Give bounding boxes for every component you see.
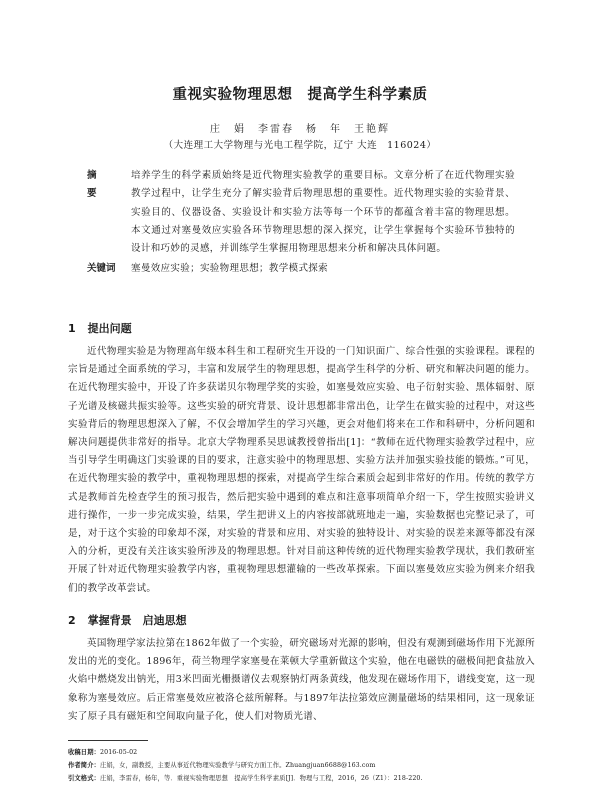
citation-text: 庄娟，李雷春，杨年，等．重视实验物理思想 提高学生科学素质[J]．物理与工程，2016，26（Z1）：218-220. [99,775,423,782]
section-1-body: 近代物理实验是为物理高年级本科生和工程研究生开设的一门知识面广、综合性强的实验课程。课程的宗旨是通过全面系统的学习，丰富和发展学生的物理思想，提高学生科学的分析、研究和解决问题的能力。在近代物理实验中，开设了许多获诺贝尔物理学奖的实验，如塞曼效应实验、电子衍射实验、黑体辐射、原子光谱及核磁共振实验等。这些实验的研究背景、设计思想都非常出色，让学生在做实验的过程中，对这些实验背后的物理思想深入了解，不仅会增加学生的学习兴趣，更会对他们将来在工作和科研中，分析问题和解决问题提供非常好的指导。北京大学物理系吴思诚教授曾指出[1]：“教师在近代物理实验教学过程中，应当引导学生明确这门实验课的目的要求，注意实验中的物理思想、实验方法并加强实验技能的锻炼。”可见，在近代物理实验的教学中，重视物理思想的探索，对提高学生综合素质会起到非常好的作用。传统的教学方式是教师首先检查学生的预习报告，然后把实验中遇到的难点和注意事项简单介绍一下，学生按照实验讲义进行操作，一步一步完成实验，结果，学生把讲义上的内容按部就班地走一遍，实验数据也完整记录了，可是，对于这个实验的印象却不深，对实验的背景和应用、对实验的独特设计、对实验的误差来源等都没有深入的分析，更没有关注该实验所涉及的物理思想。针对目前这种传统的近代物理实验教学现状，我们教研室开展了针对近代物理实验教学内容，重视物理思想灌输的一些改革探索。下面以塞曼效应实验为例来介绍我们的教学改革尝试。 [68,346,535,594]
author-bio: 庄娟，女，副教授，主要从事近代物理实验教学与研究方面工作。Zhuangjuan6688@163.com [99,762,376,769]
footnotes [68,746,538,785]
received-label: 收稿日期： [68,749,100,756]
author-list: 庄 娟 李雷春 杨 年 王艳辉 [210,124,390,135]
abstract-label: 摘 要 [87,170,119,200]
author-label: 作者简介： [68,762,100,769]
section-1-heading [68,320,132,336]
affiliation: （大连理工大学物理与光电工程学院，辽宁 大连 116024） [163,140,437,151]
section-1-title: 提出问题 [87,322,132,335]
section-2-heading [68,612,187,628]
abstract-text: 培养学生的科学素质始终是近代物理实验教学的重要目标。文章分析了在近代物理实验教学过程中，让学生充分了解实验背后物理思想的重要性。近代物理实验的实验背景、实验目的、仪器设备、实验设计和实验方法等每一个环节的都蕴含着丰富的物理思想。本文通过对塞曼效应实验各环节物理思想的深入探究，让学生掌握每个实验环节独特的设计和巧妙的灵感，并训练学生掌握用物理思想来分析和解决具体问题。 [131,170,515,255]
section-2-body: 英国物理学家法拉第在1862年做了一个实验，研究磁场对光源的影响，但没有观测到磁场作用下光源所发出的光的变化。1896年，荷兰物理学家塞曼在莱顿大学重新做这个实验，他在电磁铁的磁极间把食盐放入火焰中燃烧发出钠光，用3米凹面光栅摄谱仪去观察钠灯两条黄线，他发现在磁场作用下，谱线变宽，这一现象称为塞曼效应。后正常塞曼效应被洛仑兹所解释。与1897年法拉第效应测量磁场的结果相同，这一现象证实了原子具有磁矩和空间取向量子化，使人们对物质光谱、 [68,638,535,722]
paper-title: 重视实验物理思想 提高学生科学素质 [172,87,428,103]
keywords-text: 塞曼效应实验；实验物理思想；教学模式探索 [131,263,329,275]
keywords-row [87,260,515,278]
section-2-number: 2 [68,614,76,627]
footnote-received [68,746,538,759]
cite-label: 引文格式： [68,775,100,782]
abstract-row [87,167,515,258]
footnote-citation [68,772,538,785]
section-1-number: 1 [68,322,76,335]
received-date: 2016-05-02 [99,749,138,756]
footnote-divider [68,740,148,741]
keywords-label: 关键词 [87,263,116,275]
abstract-block [87,167,515,279]
footnote-author [68,759,538,772]
section-2-title: 掌握背景 启迪思想 [87,614,187,627]
